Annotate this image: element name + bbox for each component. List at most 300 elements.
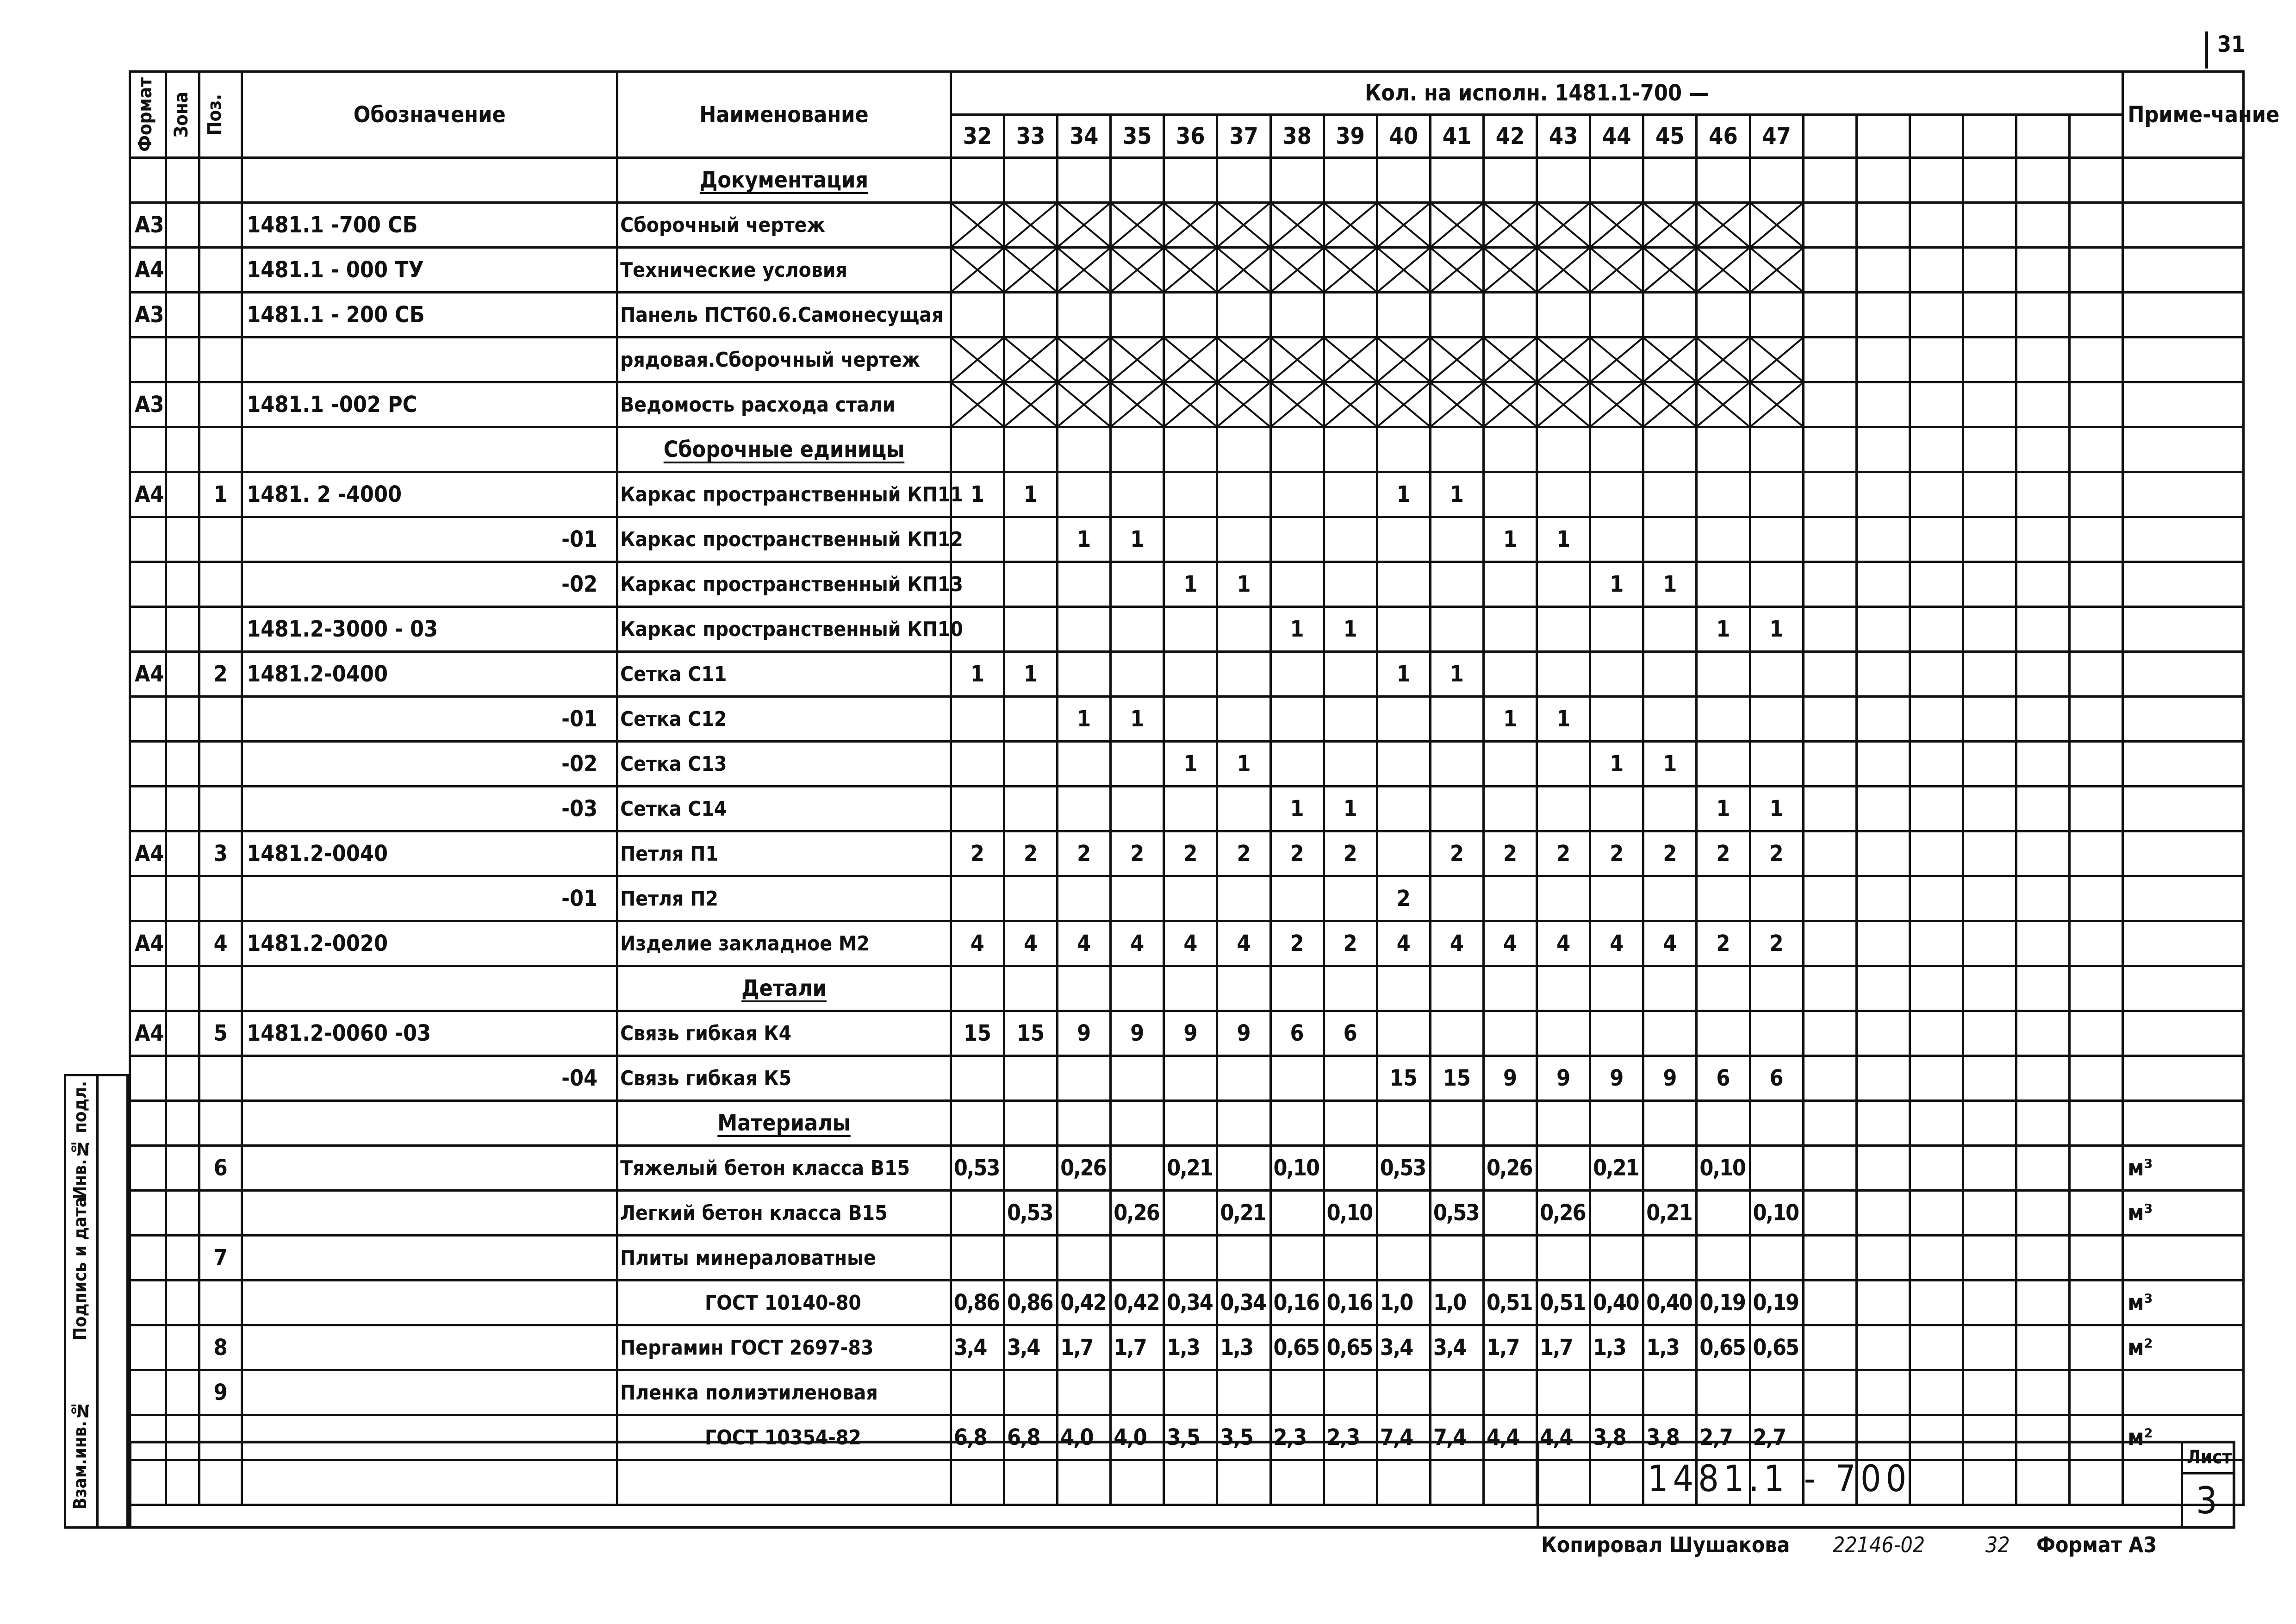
empty-cell [1856, 337, 1910, 382]
quantity-cell: 2 [1324, 921, 1377, 966]
quantity-cell [1750, 472, 1803, 517]
table-row [130, 562, 2244, 607]
footer-order-wrap [1833, 1532, 1925, 1557]
empty-cell [1963, 1056, 2016, 1101]
quantity-cell [1111, 472, 1164, 517]
empty-cell [1430, 427, 1483, 472]
empty-cell [1910, 158, 1963, 203]
note-cell [2123, 787, 2244, 831]
quantity-cell [1643, 1236, 1697, 1280]
quantity-cell: 2 [1750, 921, 1803, 966]
cross-mark-icon [1378, 249, 1429, 291]
empty-cell [2016, 607, 2070, 652]
quantity-cell [1430, 1146, 1483, 1191]
cross-cell [1058, 248, 1111, 293]
empty-cell [1803, 158, 1856, 203]
quantity-cell [1430, 517, 1483, 562]
empty-cell [2070, 1056, 2123, 1101]
empty-cell [1963, 1370, 2016, 1415]
cross-mark-icon [1538, 383, 1589, 426]
note-cell [2123, 921, 2244, 966]
cross-cell [1324, 382, 1377, 427]
quantity-cell: 1,3 [1217, 1325, 1270, 1370]
quantity-cell [1004, 562, 1057, 607]
empty-cell [1750, 966, 1803, 1011]
quantity-cell: 3,5 [1217, 1415, 1270, 1460]
quantity-cell: 1 [1111, 697, 1164, 742]
quantity-cell [1111, 1236, 1164, 1280]
quantity-cell [1324, 1370, 1377, 1415]
quantity-cell [1377, 697, 1430, 742]
empty-cell [1963, 517, 2016, 562]
empty-cell [1590, 158, 1643, 203]
section-title: Сборочные единицы [617, 427, 951, 472]
format-cell [130, 742, 166, 787]
quantity-cell [1643, 472, 1697, 517]
empty-cell [1004, 158, 1057, 203]
empty-cell [130, 427, 166, 472]
empty-cell [1643, 427, 1697, 472]
quantity-cell: 2 [1643, 831, 1697, 876]
quantity-cell: 2 [1270, 921, 1324, 966]
empty-cell [199, 427, 242, 472]
quantity-cell [1430, 697, 1483, 742]
cross-mark-icon [1272, 249, 1323, 291]
empty-cell [2016, 787, 2070, 831]
quantity-cell: 1 [1697, 607, 1750, 652]
empty-cell [1910, 382, 1963, 427]
quantity-cell [1483, 607, 1537, 652]
quantity-cell: 2 [1377, 876, 1430, 921]
table-row [130, 831, 2244, 876]
quantity-cell [1164, 472, 1217, 517]
position-cell: 2 [199, 652, 242, 697]
side-label-inv: Инв.№ подл. [70, 1081, 90, 1199]
header-format-label: Формат [135, 77, 156, 152]
quantity-cell: 15 [1430, 1056, 1483, 1101]
quantity-cell [1750, 742, 1803, 787]
cross-cell [1483, 203, 1537, 248]
quantity-cell [1430, 742, 1483, 787]
quantity-cell [1537, 607, 1590, 652]
cross-cell [1270, 337, 1324, 382]
empty-cell [1270, 1101, 1324, 1146]
quantity-cell: 9 [1111, 1011, 1164, 1056]
quantity-cell: 0,16 [1324, 1280, 1377, 1325]
empty-cell [2016, 652, 2070, 697]
quantity-cell [1270, 876, 1324, 921]
note-cell [2123, 1370, 2244, 1415]
quantity-cell: 4 [1004, 921, 1057, 966]
quantity-cell: 2 [1750, 831, 1803, 876]
quantity-cell [951, 742, 1004, 787]
empty-cell [1910, 248, 1963, 293]
quantity-cell [1430, 1370, 1483, 1415]
empty-cell [2070, 1146, 2123, 1191]
quantity-cell [1750, 1011, 1803, 1056]
empty-cell [1803, 248, 1856, 293]
position-cell [199, 876, 242, 921]
zone-cell [166, 382, 199, 427]
quantity-cell [1377, 562, 1430, 607]
quantity-cell: 3,4 [1377, 1325, 1430, 1370]
quantity-cell [1483, 1191, 1537, 1236]
cross-cell [1697, 203, 1750, 248]
cross-mark-icon [1218, 383, 1269, 426]
quantity-cell [1324, 472, 1377, 517]
note-cell [2123, 293, 2244, 337]
empty-cell [2016, 382, 2070, 427]
cross-mark-icon [1644, 383, 1695, 426]
quantity-cell: 0,53 [1377, 1146, 1430, 1191]
note-cell [2123, 517, 2244, 562]
cross-cell [1697, 382, 1750, 427]
empty-cell [2070, 293, 2123, 337]
quantity-cell [1004, 1370, 1057, 1415]
format-cell: А4 [130, 652, 166, 697]
quantity-cell: 2,3 [1270, 1415, 1324, 1460]
empty-cell [1803, 472, 1856, 517]
header-column: 41 [1430, 115, 1483, 158]
empty-cell [1483, 427, 1537, 472]
quantity-cell: 9 [1483, 1056, 1537, 1101]
empty-cell [1803, 652, 1856, 697]
quantity-cell [951, 697, 1004, 742]
cross-mark-icon [1005, 249, 1056, 291]
empty-cell [1643, 966, 1697, 1011]
designation-cell [242, 1370, 617, 1415]
empty-cell [2070, 966, 2123, 1011]
quantity-cell: 4 [1377, 921, 1430, 966]
quantity-cell [951, 1370, 1004, 1415]
empty-cell [1643, 158, 1697, 203]
empty-cell [1750, 1101, 1803, 1146]
quantity-cell [1537, 787, 1590, 831]
empty-cell [2070, 248, 2123, 293]
cross-mark-icon [1431, 338, 1482, 381]
empty-cell [1963, 697, 2016, 742]
empty-cell [1537, 966, 1590, 1011]
quantity-cell [1537, 742, 1590, 787]
empty-cell [1004, 427, 1057, 472]
empty-cell [1058, 293, 1111, 337]
cross-cell [1537, 337, 1590, 382]
cross-cell [951, 337, 1004, 382]
quantity-cell [1590, 787, 1643, 831]
quantity-cell [1377, 1191, 1430, 1236]
quantity-cell: 6,8 [951, 1415, 1004, 1460]
header-column: 37 [1217, 115, 1270, 158]
format-cell: А4 [130, 1011, 166, 1056]
quantity-cell: 1 [1324, 607, 1377, 652]
quantity-cell [1483, 562, 1537, 607]
empty-cell [2016, 293, 2070, 337]
cross-mark-icon [1591, 338, 1642, 381]
empty-cell [1963, 1236, 2016, 1280]
quantity-cell: 1 [1058, 697, 1111, 742]
quantity-cell: 1,0 [1430, 1280, 1483, 1325]
empty-cell [1803, 831, 1856, 876]
quantity-cell: 0,26 [1058, 1146, 1111, 1191]
quantity-cell [1111, 562, 1164, 607]
position-cell [199, 517, 242, 562]
quantity-cell: 1 [1217, 742, 1270, 787]
empty-cell [1590, 1101, 1643, 1146]
empty-cell [2070, 427, 2123, 472]
quantity-cell [1697, 1011, 1750, 1056]
position-cell [199, 1280, 242, 1325]
quantity-cell: 2 [1430, 831, 1483, 876]
quantity-cell [1430, 1236, 1483, 1280]
empty-cell [199, 158, 242, 203]
format-cell: А4 [130, 248, 166, 293]
cross-mark-icon [1325, 383, 1376, 426]
cross-cell [1483, 337, 1537, 382]
quantity-cell [1164, 652, 1217, 697]
quantity-cell [1270, 472, 1324, 517]
empty-cell [1377, 427, 1430, 472]
zone-cell [166, 248, 199, 293]
designation-cell: -01 [242, 697, 617, 742]
quantity-cell [1643, 1011, 1697, 1056]
empty-cell [1910, 517, 1963, 562]
cross-mark-icon [1218, 249, 1269, 291]
cross-cell [1430, 248, 1483, 293]
quantity-cell [1004, 876, 1057, 921]
quantity-cell [1217, 787, 1270, 831]
designation-cell: 1481.1 - 200 СБ [242, 293, 617, 337]
cross-cell [1643, 203, 1697, 248]
cross-cell [1217, 248, 1270, 293]
quantity-cell [1111, 787, 1164, 831]
empty-cell [1963, 248, 2016, 293]
quantity-cell [1483, 742, 1537, 787]
empty-cell [1856, 831, 1910, 876]
empty-cell [1324, 1101, 1377, 1146]
quantity-cell: 3,5 [1164, 1415, 1217, 1460]
quantity-cell [1750, 1146, 1803, 1191]
quantity-cell [1483, 1011, 1537, 1056]
empty-cell [951, 293, 1004, 337]
empty-cell [1856, 203, 1910, 248]
empty-cell [1910, 921, 1963, 966]
cross-cell [1217, 337, 1270, 382]
cross-cell [1058, 382, 1111, 427]
empty-cell [2016, 1101, 2070, 1146]
empty-cell [1963, 158, 2016, 203]
name-cell: Связь гибкая К5 [617, 1056, 951, 1101]
quantity-cell [1058, 562, 1111, 607]
empty-cell [2070, 1191, 2123, 1236]
zone-cell [166, 1056, 199, 1101]
cross-mark-icon [1272, 204, 1323, 246]
designation-cell: 1481.2-0400 [242, 652, 617, 697]
position-cell: 4 [199, 921, 242, 966]
quantity-cell [1270, 1056, 1324, 1101]
quantity-cell: 0,26 [1537, 1191, 1590, 1236]
quantity-cell: 0,21 [1217, 1191, 1270, 1236]
quantity-cell: 2,3 [1324, 1415, 1377, 1460]
quantity-cell: 2 [1483, 831, 1537, 876]
empty-cell [2016, 427, 2070, 472]
empty-cell [1217, 158, 1270, 203]
format-cell [130, 1146, 166, 1191]
zone-cell [166, 652, 199, 697]
cross-cell [1004, 203, 1057, 248]
empty-cell [1963, 472, 2016, 517]
quantity-cell: 1 [1643, 562, 1697, 607]
zone-cell [166, 472, 199, 517]
empty-cell [1590, 427, 1643, 472]
note-cell [2123, 607, 2244, 652]
note-cell: м³ [2123, 1191, 2244, 1236]
footer-num-wrap [1985, 1532, 2010, 1557]
quantity-cell [1004, 1146, 1057, 1191]
page-number: 31 [2205, 31, 2250, 69]
note-cell [2123, 1011, 2244, 1056]
cross-cell [1377, 248, 1430, 293]
name-cell: Каркас пространственный КП10 [617, 607, 951, 652]
note-cell [2123, 337, 2244, 382]
empty-cell [1963, 787, 2016, 831]
quantity-cell [1324, 876, 1377, 921]
empty-cell [2016, 158, 2070, 203]
quantity-cell [1590, 517, 1643, 562]
side-label-sign: Подпись и дата [70, 1197, 90, 1341]
empty-cell [2016, 248, 2070, 293]
empty-cell [1483, 1101, 1537, 1146]
section-row [130, 158, 2244, 203]
designation-cell [242, 1280, 617, 1325]
empty-cell [1803, 787, 1856, 831]
cross-mark-icon [1751, 383, 1802, 426]
quantity-cell [1324, 652, 1377, 697]
quantity-cell: 4,0 [1111, 1415, 1164, 1460]
empty-cell [2016, 1191, 2070, 1236]
quantity-cell [1483, 652, 1537, 697]
quantity-cell [1270, 562, 1324, 607]
designation-cell: -02 [242, 742, 617, 787]
header-note: Приме-чание [2123, 72, 2244, 158]
empty-cell [1803, 966, 1856, 1011]
empty-cell [951, 1101, 1004, 1146]
quantity-cell [1430, 787, 1483, 831]
name-cell: Сетка С11 [617, 652, 951, 697]
cross-cell [1111, 337, 1164, 382]
quantity-cell: 1 [1004, 472, 1057, 517]
quantity-cell [1058, 742, 1111, 787]
cross-cell [1111, 382, 1164, 427]
quantity-cell [1750, 876, 1803, 921]
designation-cell: -04 [242, 1056, 617, 1101]
table-row [130, 472, 2244, 517]
empty-cell [2016, 876, 2070, 921]
section-row [130, 427, 2244, 472]
quantity-cell: 1 [1537, 517, 1590, 562]
quantity-cell: 0,42 [1111, 1280, 1164, 1325]
empty-cell [1697, 427, 1750, 472]
empty-cell [1537, 158, 1590, 203]
name-cell: Плиты минераловатные [617, 1236, 951, 1280]
designation-cell [242, 1146, 617, 1191]
quantity-cell [1217, 1056, 1270, 1101]
zone-cell [166, 1191, 199, 1236]
cross-cell [1111, 248, 1164, 293]
designation-cell [242, 337, 617, 382]
empty-cell [1803, 1011, 1856, 1056]
position-cell [199, 742, 242, 787]
empty-cell [1910, 1325, 1963, 1370]
cross-mark-icon [1218, 338, 1269, 381]
zone-cell [166, 1011, 199, 1056]
quantity-cell: 0,19 [1750, 1280, 1803, 1325]
cross-cell [1058, 337, 1111, 382]
designation-cell: 1481.2-0020 [242, 921, 617, 966]
empty-cell [130, 158, 166, 203]
quantity-cell: 1 [1004, 652, 1057, 697]
quantity-cell: 1 [1430, 472, 1483, 517]
quantity-cell: 9 [1643, 1056, 1697, 1101]
quantity-cell: 1 [1750, 607, 1803, 652]
format-cell [130, 1191, 166, 1236]
position-cell: 9 [199, 1370, 242, 1415]
empty-cell [1058, 158, 1111, 203]
empty-cell [130, 1101, 166, 1146]
cross-cell [1430, 337, 1483, 382]
sheet-divider [2181, 1472, 2234, 1474]
footer-num: 32 [1985, 1532, 2010, 1557]
empty-cell [1430, 293, 1483, 337]
empty-cell [1856, 1325, 1910, 1370]
empty-cell [2016, 337, 2070, 382]
note-cell [2123, 697, 2244, 742]
position-cell: 1 [199, 472, 242, 517]
empty-cell [1910, 966, 1963, 1011]
quantity-cell [1217, 472, 1270, 517]
empty-cell [2070, 607, 2123, 652]
cross-mark-icon [1644, 204, 1695, 246]
cross-mark-icon [1485, 383, 1536, 426]
cross-mark-icon [1005, 204, 1056, 246]
quantity-cell [951, 1191, 1004, 1236]
cross-mark-icon [952, 249, 1003, 291]
format-cell: А4 [130, 472, 166, 517]
empty-cell [1803, 382, 1856, 427]
empty-cell [2016, 1370, 2070, 1415]
quantity-cell: 1 [1217, 562, 1270, 607]
designation-cell: 1481.2-0060 -03 [242, 1011, 617, 1056]
quantity-cell [1164, 876, 1217, 921]
cross-cell [1430, 382, 1483, 427]
note-cell [2123, 472, 2244, 517]
cross-cell [1217, 382, 1270, 427]
section-title: Детали [617, 966, 951, 1011]
quantity-cell: 0,53 [1430, 1191, 1483, 1236]
cross-cell [1270, 203, 1324, 248]
quantity-cell [1004, 742, 1057, 787]
empty-cell [242, 427, 617, 472]
empty-cell [1377, 293, 1430, 337]
name-cell: Каркас пространственный КП12 [617, 517, 951, 562]
quantity-cell: 2,7 [1697, 1415, 1750, 1460]
quantity-cell [1111, 1056, 1164, 1101]
empty-cell [1483, 158, 1537, 203]
quantity-cell: 1,0 [1377, 1280, 1430, 1325]
quantity-cell [1004, 517, 1057, 562]
quantity-cell: 2 [1324, 831, 1377, 876]
quantity-cell: 1 [1483, 517, 1537, 562]
quantity-cell [1483, 1236, 1537, 1280]
